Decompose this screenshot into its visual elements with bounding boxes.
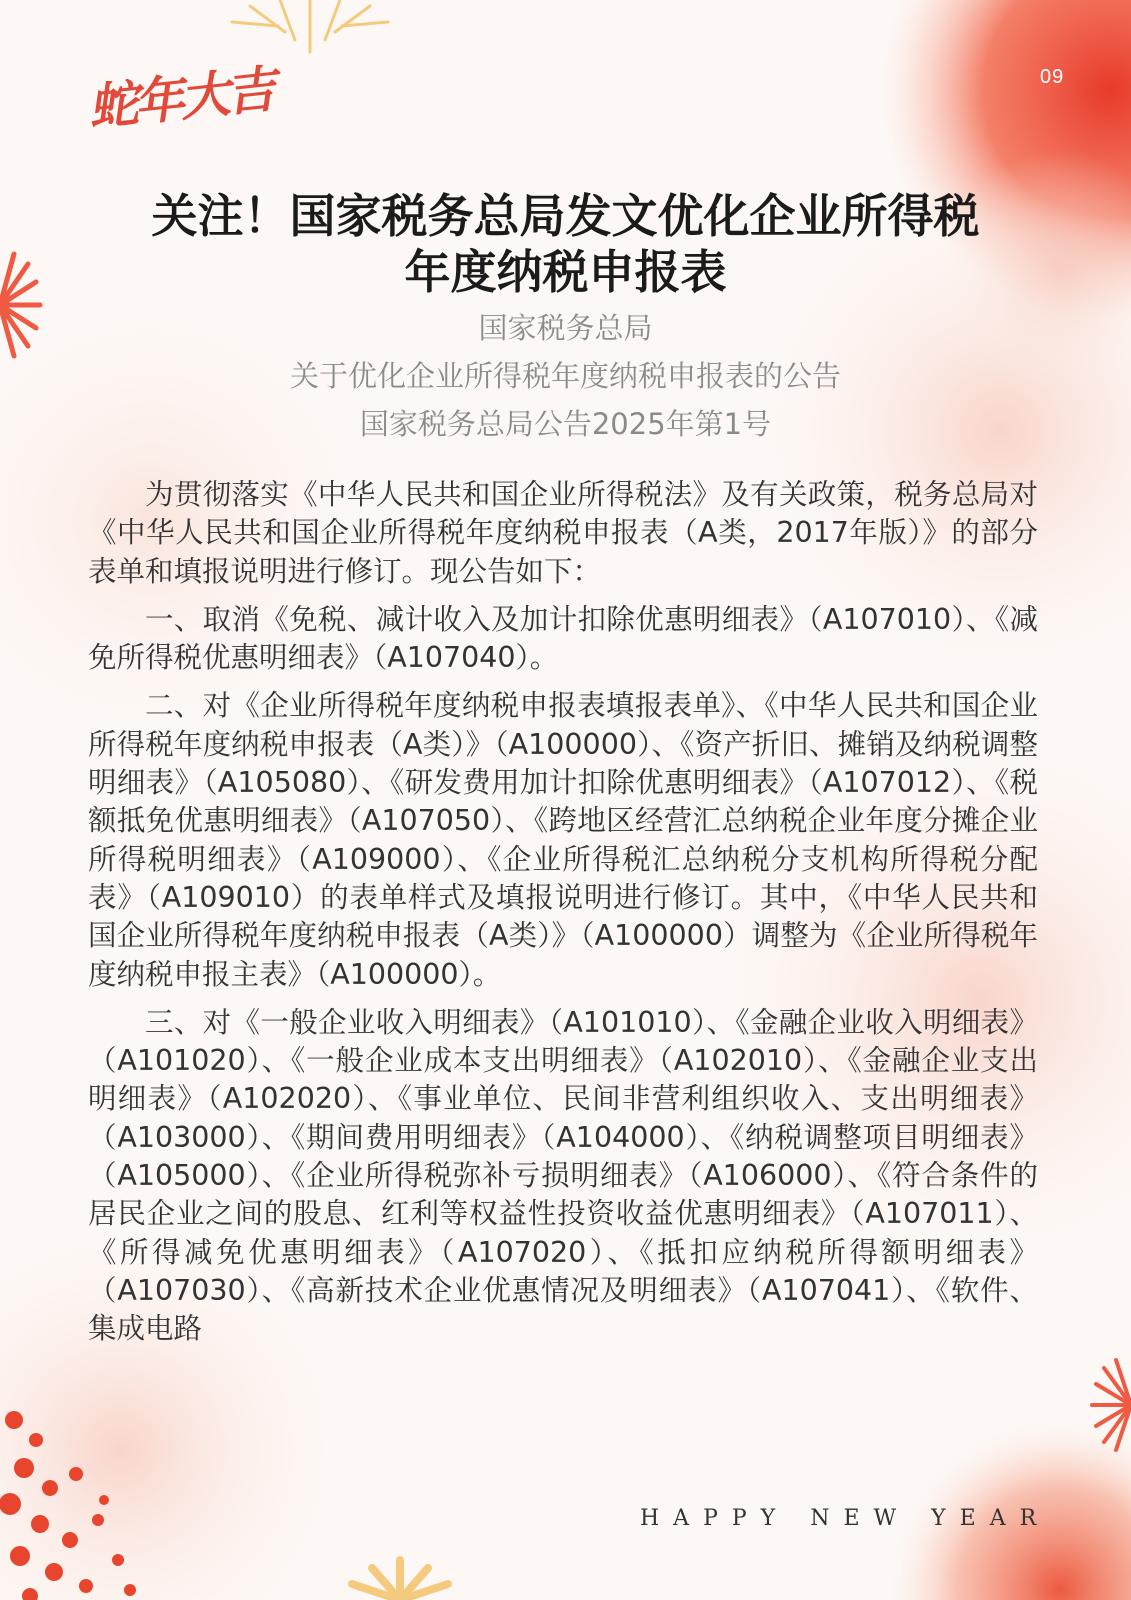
body-paragraph-2: 二、对《企业所得税年度纳税申报表填报表单》、《中华人民共和国企业所得税年度纳税申报表（A类）》（A100000）、《资产折旧、摊销及纳税调整明细表》（A105080）、《研发费用加计扣除优惠明细表》（A107012）、《税额抵免优惠明细表》（A107050）、《跨地区经营汇总纳税企业年度分摊企业所得税明细表》（A109000）、《企业所得税汇总纳税分支机构所得税分配表》（A109010）的表单样式及填报说明进行修订。其中，《中华人民共和国企业所得税年度纳税申报表（A类）》（A100000）调整为《企业所得税年度纳税申报主表》（A100000）。 <box>88 689 1038 991</box>
announcement-number: 国家税务总局公告2025年第1号 <box>359 407 772 441</box>
issuer-name: 国家税务总局 <box>478 311 653 345</box>
page-number: 09 <box>1040 66 1065 88</box>
body-paragraph-1: 一、取消《免税、减计收入及加计扣除优惠明细表》（A107010）、《减免所得税优惠明细表》（A107040）。 <box>88 602 1038 675</box>
snake-year-logo: 蛇年大吉 <box>85 59 275 138</box>
title-line-2: 年度纳税申报表 <box>404 245 727 299</box>
body-paragraph-3: 三、对《一般企业收入明细表》（A101010）、《金融企业收入明细表》（A101020）、《一般企业成本支出明细表》（A102010）、《金融企业支出明细表》（A102020）、《事业单位、民间非营利组织收入、支出明细表》（A103000）、《期间费用明细表》（A104000）、《纳税调整项目明细表》（A105000）、《企业所得税弥补亏损明细表》（A106000）、《符合条件的居民企业之间的股息、红利等权益性投资收益优惠明细表》（A107011）、《所得减免优惠明细表》（A107020）、《抵扣应纳税所得额明细表》（A107030）、《高新技术企业优惠情况及明细表》（A107041）、《软件、集成电路 <box>88 1005 1038 1346</box>
happy-new-year-footer: HAPPY NEW YEAR <box>640 1506 1051 1531</box>
announcement-header <box>60 304 1071 448</box>
announcement-name: 关于优化企业所得税年度纳税申报表的公告 <box>289 359 841 393</box>
article-title <box>60 188 1071 300</box>
title-line-1: 关注！国家税务总局发文优化企业所得税 <box>151 189 980 243</box>
article-body <box>88 476 1038 1359</box>
body-paragraph-intro: 为贯彻落实《中华人民共和国企业所得税法》及有关政策，税务总局对《中华人民共和国企业所得税年度纳税申报表（A类，2017年版）》的部分表单和填报说明进行修订。现公告如下： <box>88 478 1038 588</box>
